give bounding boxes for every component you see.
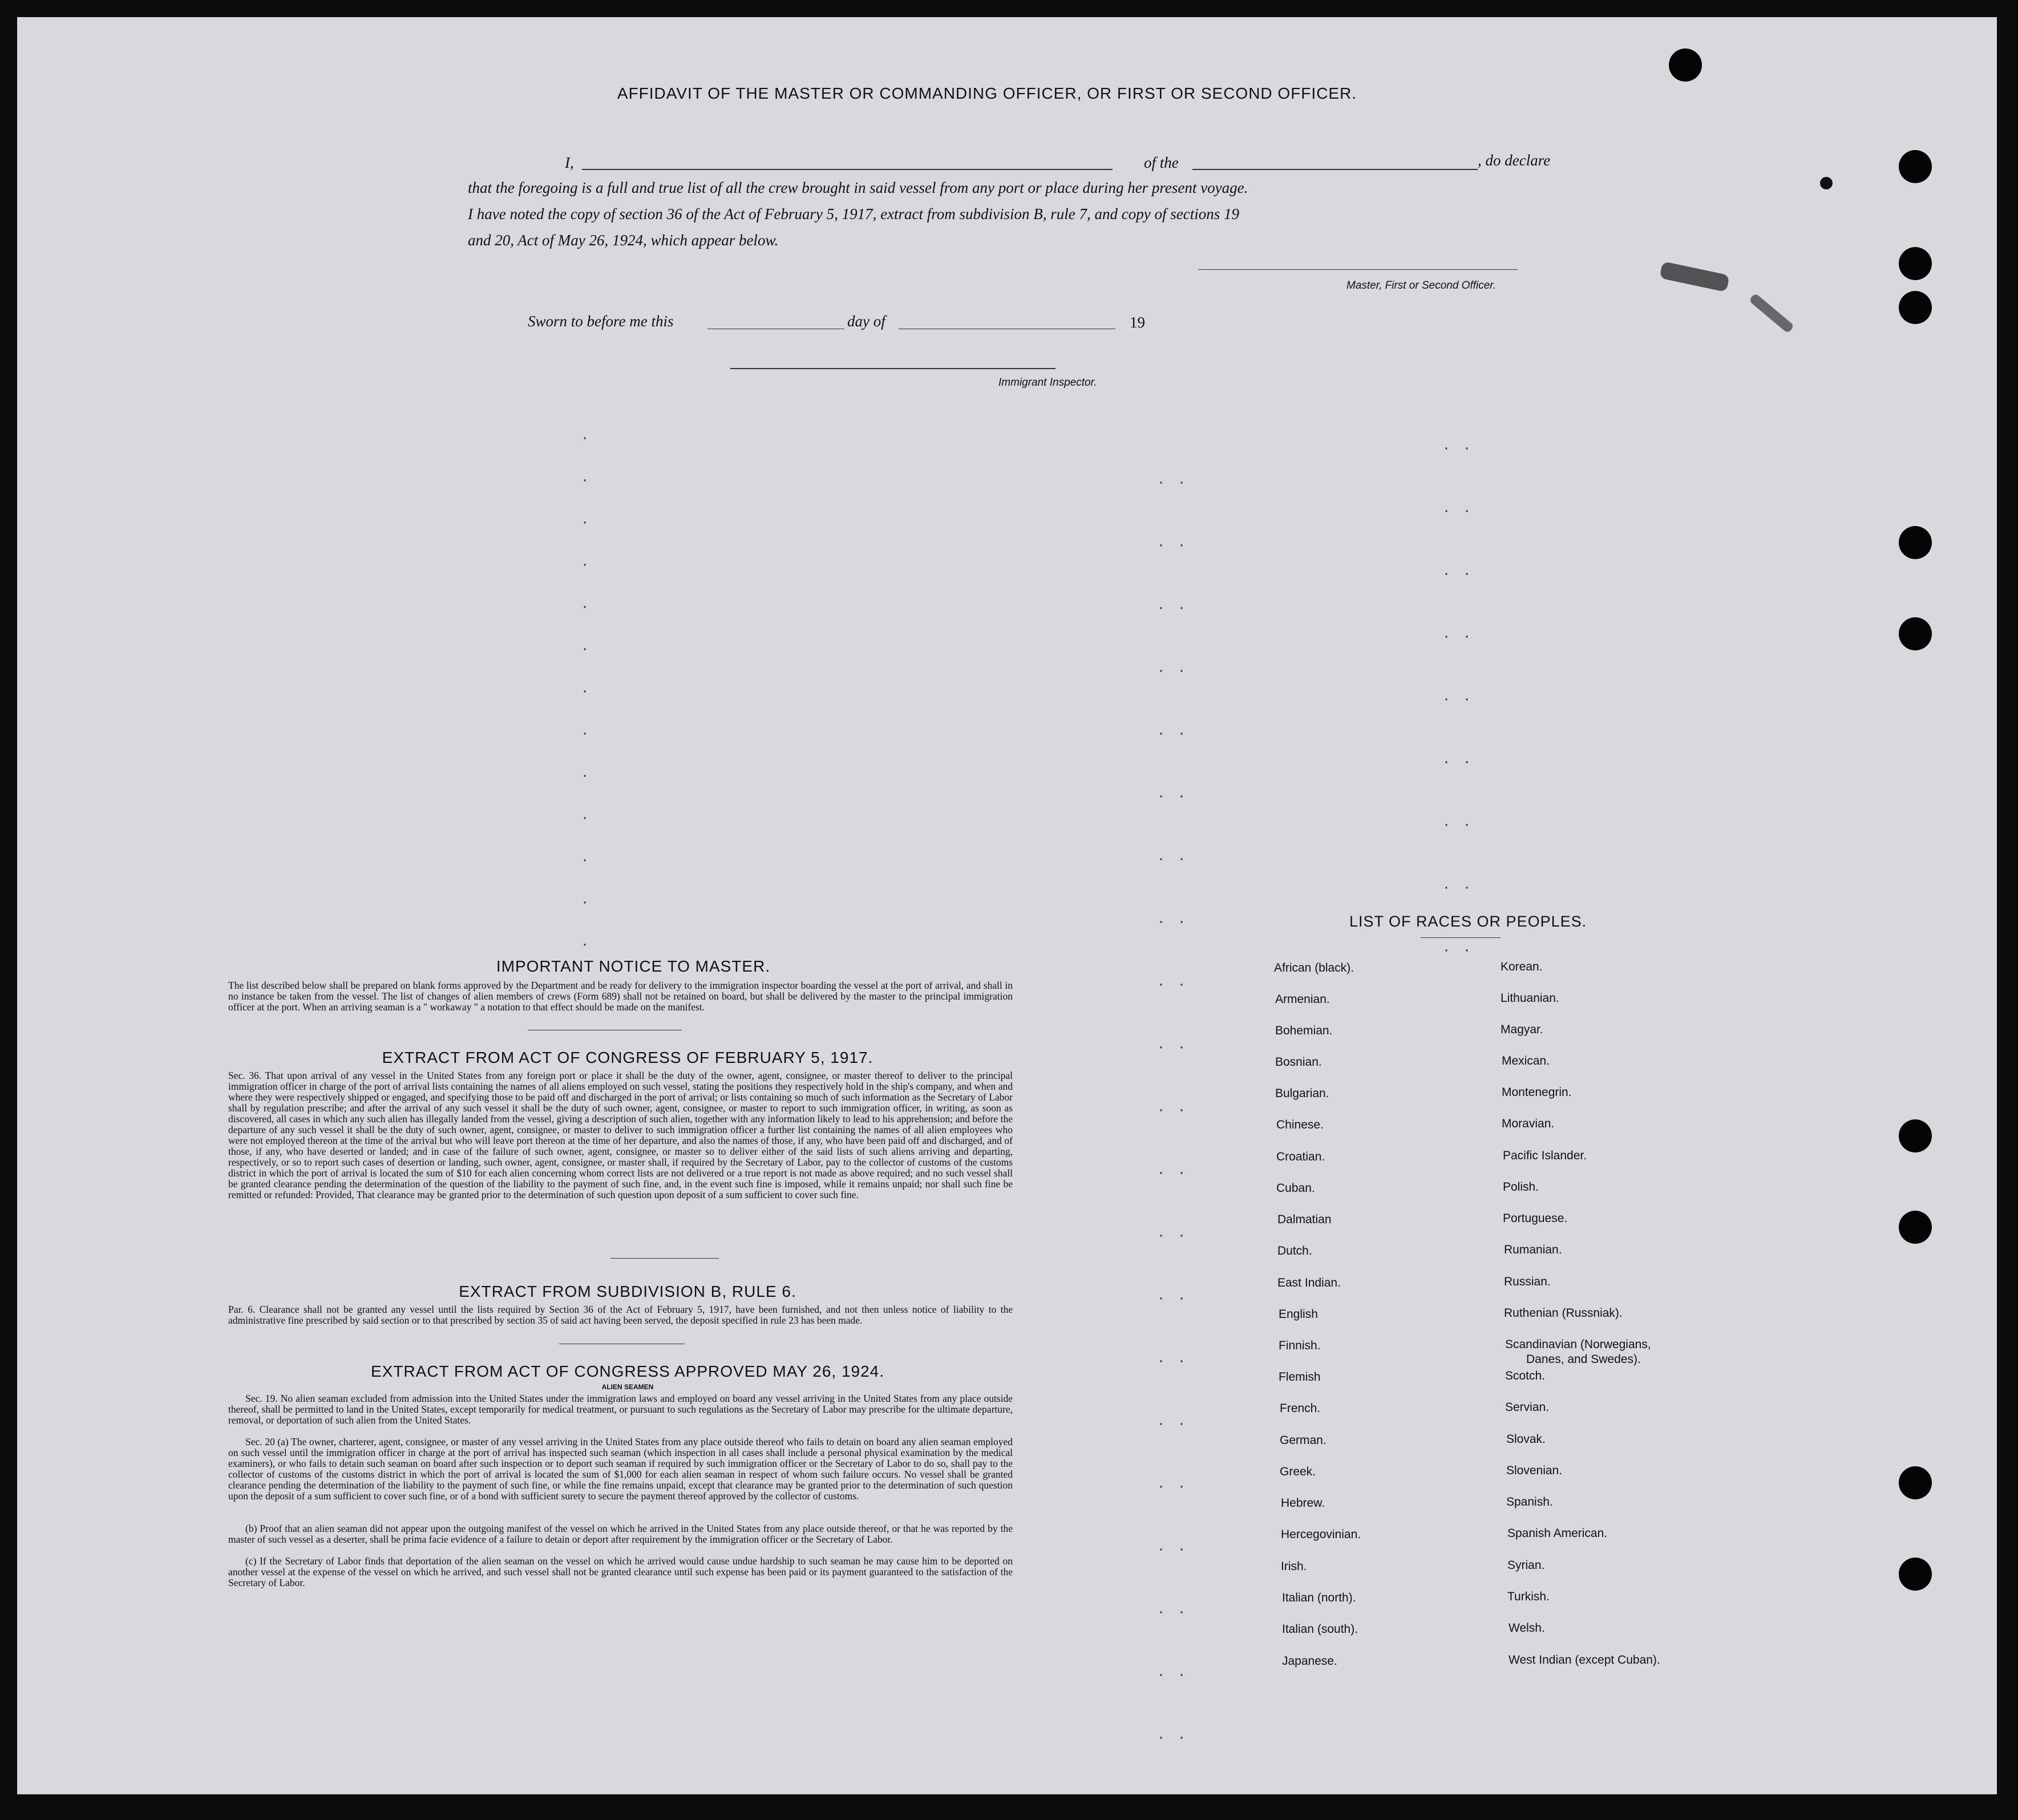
- race-left: East Indian.: [1277, 1276, 1341, 1289]
- race-left: French.: [1280, 1402, 1321, 1415]
- race-right: Scotch.: [1505, 1369, 1546, 1382]
- punch-hole: [1899, 150, 1932, 183]
- sworn-label: Sworn to before me this: [528, 313, 674, 330]
- race-right: Portuguese.: [1503, 1212, 1568, 1225]
- race-left: Bulgarian.: [1275, 1087, 1329, 1100]
- punch-hole: [1899, 617, 1932, 650]
- extract-1924-title: EXTRACT FROM ACT OF CONGRESS APPROVED MAY 26, 1924.: [370, 1362, 885, 1380]
- punch-hole: [1899, 1466, 1932, 1499]
- year-prefix: 19: [1130, 314, 1145, 331]
- race-left: Chinese.: [1276, 1118, 1324, 1131]
- race-right: Spanish American.: [1507, 1527, 1608, 1540]
- race-right: Slovak.: [1506, 1433, 1546, 1446]
- race-right: Moravian.: [1502, 1117, 1555, 1130]
- race-right: Russian.: [1504, 1275, 1551, 1288]
- race-left: Flemish: [1279, 1370, 1321, 1384]
- punch-hole: [1899, 1211, 1932, 1244]
- extract-1917-text: Sec. 36. That upon arrival of any vessel in the United States from any foreign port or place it shall be the duty of the owner, agent, consignee, or master thereof to deliver to the principal immigration officer in charge of the port of arrival lists containing the names of all aliens employed on such vessel, stating the positions they respectively hold in the ship's company, and when and where they were respectively shipped or engaged, and specifying those to be paid off and discharged in the port of arrival; or lists containing so much of such information as the Secretary of Labor shall by regulation prescribe; and after the arrival of any such vessel it shall be the duty of such owner, agent, consignee, or master to report to such immigration officer, in writing, as soon as discovered, all cases in which any such alien has illegally landed from the vessel, giving a description of such alien, together with any information likely to lead to his apprehension; and before the departure of any such vessel it shall be the duty of such owner, agent, consignee, or master to deliver to such immigration officer a further list containing the names of all alien employees who were not employed thereon at the time of the arrival but who will leave port thereon at the time of her departure, and also the names of those, if any, who have been paid off and discharged, and of those, if any, who have deserted or landed; and in case of the failure of such owner, agent, consignee, or master so to deliver either of the said lists of such aliens arriving and departing, respectively, or so to report such cases of desertion or landing, such owner, agent, consignee, or master shall, if required by the Secretary of Labor, pay to the collector of customs of the customs district in which the port of arrival is located the sum of $10 for each alien concerning whom correct lists are not delivered or a true report is not made as above required; and no such vessel shall be granted clearance pending the determination of the question of the liability to the payment of such fine, and, in the event such fine is imposed, while it remains unpaid; nor shall such fine be remitted or refunded: Provided, That clearance may be granted prior to the determination of such question upon deposit of a sum sufficient to cover such fine.: [228, 1070, 1013, 1200]
- race-left: Irish.: [1281, 1560, 1307, 1573]
- race-left: Dutch.: [1277, 1244, 1312, 1257]
- notice-text: The list described below shall be prepared on blank forms approved by the Department and be ready for delivery to the immigration inspector boarding the vessel at the port of arrival, and shall in no instance be taken from the vessel. The list of changes of alien members of crews (Form 689) shall not be retained on board, but shall be delivered by the master to the principal immigration officer at the port. When an arriving seaman is a " workaway " a notation to that effect should be made on the manifest.: [228, 980, 1013, 1013]
- race-left: Finnish.: [1279, 1339, 1321, 1352]
- ink-smudge: [1749, 293, 1795, 334]
- extract-1917-title: EXTRACT FROM ACT OF CONGRESS OF FEBRUARY 5, 1917.: [382, 1049, 873, 1066]
- extract-1924-sec20a: Sec. 20 (a) The owner, charterer, agent, consignee, or master of any vessel arriving in the United States from any place outside thereof who fails to detain on board any alien seaman employed on such vessel until the immigration officer in charge at the port of arrival has inspected such seaman (which inspection in all cases shall include a personal physical examination by the medical examiners), or who fails to detain such seaman on board after such inspection or to deport such seaman if required by such immigration officer or the Secretary of Labor to do so, shall pay to the collector of customs of the customs district in which the port of arrival is located the sum of $1,000 for each alien seaman in respect of whom such failure occurs. No vessel shall be granted clearance pending the determination of the liability to the payment of such fine, or while the fine remains unpaid, except that clearance may be granted prior to the determination of such question upon the deposit of a sum sufficient to cover such fine, or of a bond with sufficient surety to secure the payment thereof approved by the collector of customs.: [228, 1436, 1013, 1502]
- race-right: Welsh.: [1509, 1621, 1545, 1635]
- race-left: German.: [1280, 1434, 1327, 1447]
- race-right: Magyar.: [1501, 1023, 1543, 1036]
- races-title: LIST OF RACES OR PEOPLES.: [1349, 913, 1587, 930]
- race-right: Turkish.: [1507, 1590, 1550, 1603]
- punch-hole: [1899, 247, 1932, 280]
- race-left: Hercegovinian.: [1281, 1528, 1361, 1541]
- race-right: Pacific Islander.: [1503, 1149, 1587, 1162]
- race-right: Rumanian.: [1504, 1243, 1562, 1256]
- vessel-blank-line: [1192, 169, 1478, 170]
- dot-leader-col-3: ·· ·· ·· ·· ·· ·· ·· ·· ··: [1443, 438, 1485, 959]
- race-right: Montenegrin.: [1502, 1086, 1572, 1099]
- race-left: Dalmatian: [1277, 1213, 1332, 1226]
- ink-smudge: [1659, 261, 1730, 292]
- race-left: Bohemian.: [1275, 1024, 1333, 1037]
- race-left: Japanese.: [1282, 1655, 1337, 1668]
- race-right: Lithuanian.: [1501, 992, 1559, 1005]
- race-left: Hebrew.: [1281, 1497, 1325, 1510]
- notice-title: IMPORTANT NOTICE TO MASTER.: [496, 957, 771, 975]
- races-title-underline: [1421, 937, 1501, 938]
- race-right-continuation: Danes, and Swedes).: [1526, 1353, 1641, 1366]
- master-signature-line: [1198, 269, 1518, 270]
- affidavit-declare-label: , do declare: [1478, 152, 1551, 169]
- race-right: Syrian.: [1507, 1559, 1545, 1572]
- inspector-signature-line: [730, 368, 1055, 369]
- extract-1924-subtitle: ALIEN SEAMEN: [601, 1383, 654, 1391]
- race-left: Bosnian.: [1275, 1055, 1322, 1069]
- race-right: West Indian (except Cuban).: [1509, 1653, 1660, 1667]
- punch-hole: [1899, 526, 1932, 559]
- race-left: Croatian.: [1276, 1150, 1325, 1163]
- affidavit-line-2: I have noted the copy of section 36 of the Act of February 5, 1917, extract from subdivision B, rule 7, and copy of sections 19: [468, 205, 1239, 223]
- race-right: Spanish.: [1506, 1495, 1553, 1508]
- extract-1924-sec20c: (c) If the Secretary of Labor finds that deportation of the alien seaman on the vessel on which he arrived would cause undue hardship to such seaman he may cause him to be deported on another vessel at the expense of the vessel on which he arrived, and such vessel shall not be granted clearance until such expense has been paid or its payment guaranteed to the satisfaction of the Secretary of Labor.: [228, 1555, 1013, 1588]
- extract-rule6-text: Par. 6. Clearance shall not be granted any vessel until the lists required by Section 36 of the Act of February 5, 1917, have been furnished, and not then unless notice of liability to the administrative fine prescribed by said section or to that prescribed by section 35 of said act having been served, the deposit specified in rule 23 has been made.: [228, 1304, 1013, 1326]
- race-left: African (black).: [1274, 961, 1354, 974]
- affidavit-title: AFFIDAVIT OF THE MASTER OR COMMANDING OFFICER, OR FIRST OR SECOND OFFICER.: [617, 84, 1357, 102]
- race-right: Scandinavian (Norwegians,: [1505, 1338, 1651, 1351]
- affidavit-line-1: that the foregoing is a full and true list of all the crew brought in said vessel from any port or place during her present voyage.: [468, 179, 1248, 196]
- master-caption: Master, First or Second Officer.: [1346, 280, 1497, 292]
- race-right: Ruthenian (Russniak).: [1504, 1307, 1623, 1320]
- race-left: Italian (south).: [1282, 1623, 1358, 1636]
- day-of-label: day of: [847, 313, 885, 330]
- punch-hole: [1899, 291, 1932, 324]
- race-left: Italian (north).: [1282, 1591, 1356, 1604]
- race-right: Mexican.: [1502, 1054, 1550, 1067]
- race-right: Polish.: [1503, 1180, 1539, 1194]
- affidavit-of-the-label: of the: [1144, 154, 1179, 171]
- extract-rule6-title: EXTRACT FROM SUBDIVISION B, RULE 6.: [459, 1283, 796, 1300]
- race-right: Servian.: [1505, 1401, 1550, 1414]
- extract-1924-sec19: Sec. 19. No alien seaman excluded from admission into the United States under the immigration laws and employed on board any vessel arriving in the United States from any place outside thereof, shall be permitted to land in the United States, except temporarily for medical treatment, or pursuant to such regulations as the Secretary of Labor may prescribe for the ultimate departure, removal, or deportation of such alien from the United States.: [228, 1393, 1013, 1426]
- affidavit-i-label: I,: [565, 154, 574, 171]
- race-left: Cuban.: [1276, 1182, 1315, 1195]
- race-right: Korean.: [1501, 960, 1543, 973]
- name-blank-line: [582, 169, 1113, 170]
- race-right: Slovenian.: [1506, 1464, 1563, 1477]
- race-left: Armenian.: [1275, 993, 1330, 1006]
- dot-leader-col-2: ·· ·· ·· ·· ·· ·· ·· ·· ·· ·· ·· ·· ·· ·· ·· ·· ·· ·· ·· ·· ··: [1158, 472, 1199, 1746]
- extract-1917-divider: [610, 1258, 719, 1259]
- punch-hole: [1669, 48, 1702, 82]
- dot-leader-col-1: · · · · · · · · · · · · ·: [582, 428, 588, 953]
- ink-mark: [1820, 177, 1833, 189]
- document-page: [17, 17, 1997, 1794]
- inspector-caption: Immigrant Inspector.: [998, 377, 1097, 389]
- affidavit-line-3: and 20, Act of May 26, 1924, which appear below.: [468, 232, 779, 249]
- punch-hole: [1899, 1558, 1932, 1591]
- punch-hole: [1899, 1119, 1932, 1152]
- race-left: English: [1279, 1308, 1318, 1321]
- race-left: Greek.: [1280, 1465, 1316, 1478]
- extract-1924-sec20b: (b) Proof that an alien seaman did not appear upon the outgoing manifest of the vessel on which he arrived in the United States from any place outside thereof, or that he was reported by the master of such vessel as a deserter, shall be prima facie evidence of a failure to detain or deport after requirement by the immigration officer or the Secretary of Labor.: [228, 1523, 1013, 1545]
